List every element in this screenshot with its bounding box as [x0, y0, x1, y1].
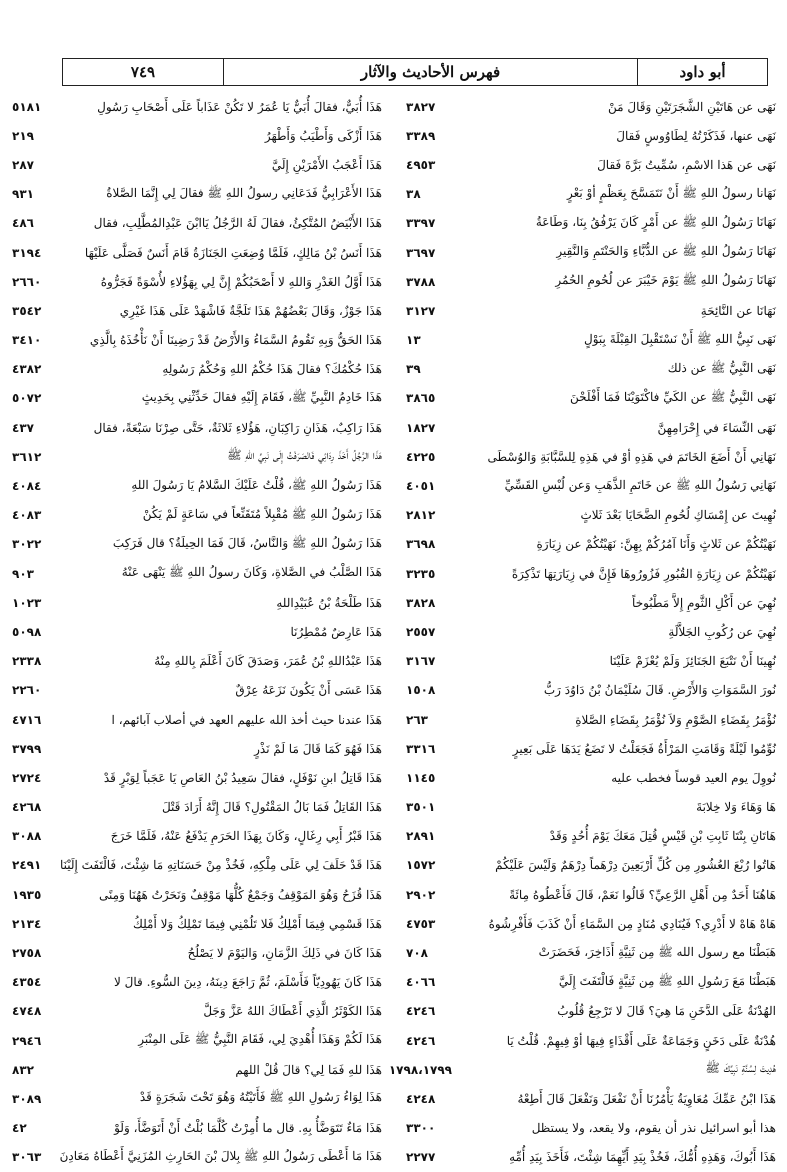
index-entry — [404, 209, 776, 238]
index-entry — [10, 1143, 382, 1172]
entry-text: هَا وَهَاءَ وَلا خِلابَةَ — [696, 800, 776, 815]
entry-text: هُدْنَةٌ عَلَى دَخَنٍ وَجَمَاعَةٌ عَلَى أَقْذَاءٍ فِيهَا أوْ فِيهِمْ. قُلْتُ يَا — [506, 1033, 776, 1048]
entry-text: هَذَا عَارِضٌ مُمْطِرُنَا — [290, 624, 382, 639]
page-header — [62, 58, 768, 86]
entry-number: ٤٣٧ — [12, 420, 34, 435]
entry-text: هَذَا الأَعْرَابِيُّ فَدَعَانِي رسولُ اللهِ ﷺ فقالَ لِي إِنَّمَا الصَّلاةُ — [106, 185, 382, 200]
entry-number: ٩٠٣ — [12, 566, 34, 581]
entry-text: هَذَا الصَّلْبُ في الصَّلاةِ، وَكَانَ رسولُ اللهِ ﷺ يَنْهَى عَنْهُ — [121, 565, 382, 580]
entry-number: ٣٢٣٥ — [406, 566, 436, 581]
entry-number: ١٨٢٧ — [406, 420, 436, 435]
index-entry — [10, 1055, 382, 1084]
entry-number: ٢٨١٢ — [406, 508, 436, 523]
left-column — [10, 92, 382, 1165]
entry-text: هَذَا طَلْحَةُ بْنُ عُبَيْدِاللهِ — [276, 595, 382, 610]
index-entry — [10, 880, 382, 909]
entry-text: نُهِيَ عن أَكْلِ الثَّومِ إِلاَّ مَطْبُوخاً — [632, 595, 776, 610]
entry-text: هَذَا لِوَاءُ رَسُولِ اللهِ ﷺ فَأَتَيْتُهُ وَهُوَ تَحْتَ شَجَرَةٍ قَدْ — [139, 1090, 382, 1105]
index-entry — [404, 734, 776, 763]
entry-text: نُهِينَا أَنْ نَتْبَعَ الجَنَائِزَ وَلَمْ يُعْزَمْ عَلَيْنَا — [609, 654, 776, 669]
index-entry — [404, 121, 776, 150]
index-entry — [10, 296, 382, 325]
entry-text: نُووِلَ يوم العيد قوساً فخطب عليه — [611, 770, 776, 785]
index-entry — [10, 647, 382, 676]
index-entry — [404, 763, 776, 792]
entry-number: ٤٠٨٣ — [12, 508, 42, 523]
entry-number: ١٥٠٨ — [406, 683, 436, 698]
entry-number: ٢١٩ — [12, 128, 34, 143]
entry-text: نَهَى النَّبِيُّ ﷺ عن الكَيِّ فاكْتَوَيْنَا فَمَا أَفْلَحْنَ — [569, 389, 776, 404]
entry-number: ٣٦٩٧ — [406, 245, 436, 260]
entry-number: ٤٧٥٣ — [406, 916, 436, 931]
entry-number: ٥٠٩٨ — [12, 624, 42, 639]
entry-text: هُدِيتَ لِسُنَّةِ نَبِيِّكَ ﷺ — [705, 1061, 776, 1076]
entry-text: هَذَا كَانَ في ذَلِكَ الزَّمَانِ، وَاليَوْمَ لا يَصْلُحُ — [187, 946, 382, 961]
index-entry — [404, 997, 776, 1026]
entry-text: هَذَا رَسُولُ اللهِ ﷺ مُقْبِلاً مُتَقَنِّعاً في سَاعَةٍ لَمْ يَكُنْ — [142, 506, 382, 521]
entry-number: ٤٢٦٨ — [12, 800, 42, 815]
entry-number: ٢٧٥٨ — [12, 946, 42, 961]
entry-text: نَهَيْتُكُمْ عن ثَلاثٍ وَأَنَا آمُرُكُمْ بِهِنَّ: نَهَيْتُكُمْ عن زِيَارَةِ — [536, 537, 776, 552]
index-entry — [10, 1026, 382, 1055]
index-entry — [404, 880, 776, 909]
index-entry — [404, 413, 776, 442]
entry-number: ٤٢٤٦ — [406, 1033, 436, 1048]
entry-number: ٣٠٦٣ — [12, 1150, 42, 1165]
index-entry — [404, 92, 776, 121]
index-entry — [404, 267, 776, 296]
index-entry — [404, 1026, 776, 1055]
entry-number: ٨٣٢ — [12, 1062, 34, 1077]
index-entry — [404, 1143, 776, 1172]
book-name: أبو داود — [637, 59, 767, 85]
entry-text: نُوِّمُوا لَيْلَةً وَقَامَتِ المَرْأَةُ فَجَعَلْتُ لا تَضَعُ يَدَهَا عَلَى بَعِيرٍ — [512, 741, 776, 756]
entry-number: ٤٠٨٤ — [12, 479, 42, 494]
entry-text: هَذَا أَنَسُ بْنُ مَالِكٍ، فَلَمَّا وُضِعَتِ الجَنَازَةُ قَامَ أَنَسٌ فَصَلَّى عَلَيْهَا — [84, 245, 382, 260]
index-entry — [404, 968, 776, 997]
index-entry — [10, 822, 382, 851]
entry-number: ٣١٢٧ — [406, 303, 436, 318]
entry-number: ٢٩٠٢ — [406, 887, 436, 902]
entry-number: ٣٧٩٩ — [12, 741, 42, 756]
entry-text: هَذَا مَا أَعْطَى رَسُولُ اللهِ ﷺ بِلالَ بْنَ الحَارِثِ المُزَنِيَّ أَعْطَاهُ مَعَادِنَ — [59, 1148, 382, 1163]
entry-text: نَهَانِي رَسُولُ اللهِ ﷺ عن خَاتَمِ الذَّهَبِ وَعن لُبْسِ القَسِّيِّ — [504, 477, 776, 492]
entry-number: ٤٠٥١ — [406, 479, 436, 494]
entry-text: هَاهْ هَاهْ لا أَدْرِي؟ فَيُنَادِي مُنَادٍ مِن السَّمَاءِ أَنْ كَذَبَ فَأَفْرِشُوهُ — [488, 916, 776, 931]
index-entry — [10, 559, 382, 588]
entry-text: هَذَا الحَقُّ وَبِهِ تَقُومُ السَّمَاءُ وَالأَرْضُ قَدْ رَضِينَا أَنْ نَأْخُذَهُ بِالَّذِي — [89, 333, 382, 348]
entry-text: نَهَى عن هَاتَيْنِ الشَّجَرَتَيْنِ وَقَالَ مَنْ — [608, 99, 776, 114]
entry-text: الهُدْنَةُ عَلَى الدَّخَنِ مَا هِيَ؟ قَالَ لا تَرْجِعُ قُلُوبُ — [557, 1004, 776, 1019]
entry-text: هَذَا ابْنُ عَمِّكَ مُعَاوِيَةُ يَأْمُرُنَا أَنْ نَفْعَلَ وَنَفْعَلَ قَالَ أَطِعْهُ — [517, 1091, 776, 1106]
entry-text: هَاهُنَا أَحَدٌ مِن أَهْلِ الرَّعِيِّ؟ قَالُوا نَعَمْ، قَالَ فَأَعْطُوهُ مِائَةً — [509, 887, 776, 902]
index-entry — [10, 267, 382, 296]
entry-number: ٣٣٠٠ — [406, 1121, 436, 1136]
index-entry — [10, 734, 382, 763]
index-entry — [10, 1114, 382, 1143]
index-entry — [10, 938, 382, 967]
entry-text: هَذَا حُكْمُكَ؟ فقالَ هَذَا حُكْمُ اللهِ وَحُكْمُ رَسُولِهِ — [162, 362, 382, 377]
entry-number: ٣٣٨٩ — [406, 128, 436, 143]
entry-text: هَذَا القَاتِلُ فَمَا بَالُ المَقْتُولِ؟ قَالَ إِنَّهُ أَرَادَ قَتْلَ — [161, 800, 382, 815]
index-entry — [404, 676, 776, 705]
entry-text: هَذَا عَبْدُاللهِ بْنُ عُمَرَ، وَصَدَقَ كَانَ أَعْلَمَ بِاللهِ مِنْهُ — [154, 654, 382, 669]
index-entry — [10, 1084, 382, 1113]
entry-number: ٤٢٤٨ — [406, 1091, 436, 1106]
entry-number: ٣٦١٢ — [12, 449, 42, 464]
index-entry — [404, 647, 776, 676]
entry-number: ٢٣٣٨ — [12, 654, 42, 669]
entry-number: ٣٨٢٧ — [406, 99, 436, 114]
index-entry — [404, 617, 776, 646]
index-entry — [404, 471, 776, 500]
index-entry — [404, 150, 776, 179]
index-entry — [404, 355, 776, 384]
entry-number: ٤٢ — [12, 1121, 27, 1136]
entry-text: نَهَى عنها، فَذَكَرْتُهُ لِطَاوُوسٍ فَقالَ — [616, 128, 776, 143]
entry-text: هَذَا لَكُمْ وَهَذَا أُهْدِيَ لِي، فَقَامَ النَّبِيُّ ﷺ عَلَى المِنْبَرِ — [138, 1032, 382, 1047]
entry-number: ٤٣٨٢ — [12, 362, 42, 377]
entry-text: نُؤْمَرُ بِقَضَاءِ الصَّوْمِ وَلاَ نُؤْمَرُ بِقَضَاءِ الصَّلاةِ — [575, 712, 776, 727]
entry-text: هَذَا جَوْزٌ، وَقَالَ بَعْضُهُمْ هَذَا تَلَجَّةٌ فَاشْهَدْ عَلَى هَذَا غَيْرِي — [119, 303, 382, 318]
entry-number: ٥١٨١ — [12, 99, 42, 114]
entry-text: نَهَيْتُكُمْ عن زِيَارَةِ القُبُورِ فَزُورُوهَا فَإِنَّ في زِيَارَتِهَا تَذْكِرَةً — [511, 566, 776, 581]
entry-number: ١٠٢٣ — [12, 595, 42, 610]
entry-number: ٤٢٢٥ — [406, 449, 436, 464]
entry-text: نَهَانِي أَنْ أَضَعَ الخَاتَمَ في هَذِهِ أوْ في هَذِهِ لِلسَّبَّابَةِ وَالوُسْطَى — [487, 449, 776, 464]
entry-number: ٣٣١٦ — [406, 741, 436, 756]
index-entry — [10, 238, 382, 267]
entry-number: ٤٩٥٣ — [406, 157, 436, 172]
entry-text: نَهَى النِّسَاءَ في إِحْرَامِهِنَّ — [657, 420, 776, 435]
entry-number: ٢٢٧٧ — [406, 1150, 436, 1165]
entry-text: هَبَطْنَا مع رسول الله ﷺ مِن ثَنِيَّةِ أَذَاخِرَ، فَحَضَرَتْ — [538, 944, 776, 959]
entry-number: ٣٧٨٨ — [406, 274, 436, 289]
entry-number: ٢٩٤٦ — [12, 1033, 42, 1048]
entry-text: هَذَا الأَبْيَضُ المُتَّكِئُ، فقالَ لَهُ الرَّجُلُ يَاابْنَ عَبْدِالمُطَّلِبِ، فقال — [93, 216, 382, 231]
index-entry — [404, 296, 776, 325]
index-entry — [10, 209, 382, 238]
entry-number: ٤٨٦ — [12, 216, 34, 231]
page-title: فهرس الأحاديث والآثار — [223, 59, 637, 85]
index-entry — [404, 559, 776, 588]
index-entry — [10, 121, 382, 150]
entry-number: ٣٥٠١ — [406, 800, 436, 815]
index-entry — [10, 763, 382, 792]
entry-number: ٣٨ — [406, 187, 421, 202]
index-entry — [10, 413, 382, 442]
entry-text: هَذَا عَسَى أَنْ يَكُونَ نَزَعَهُ عِرْقٌ — [235, 683, 382, 698]
index-entry — [404, 793, 776, 822]
page-number: ٧٤٩ — [130, 63, 156, 81]
index-entry — [404, 442, 776, 471]
entry-text: هَذَا قُزَحُ وَهُوَ المَوْقِفُ وَجَمْعٌ كُلُّهَا مَوْقِفٌ وَنَحَرْتُ هَهُنَا وَمِنًى — [99, 887, 382, 902]
entry-text: هَذَا الكَوْثَرُ الَّذِي أَعْطَاكَ اللهُ عَزَّ وَجَلَّ — [203, 1004, 382, 1019]
entry-number: ٣٨٦٥ — [406, 391, 436, 406]
entry-number: ٣٤١٠ — [12, 333, 42, 348]
entry-number: ٢٦٦٠ — [12, 274, 42, 289]
entry-text: نُورَ السَّمَوَاتِ وَالأَرْضِ. قَالَ سُلَيْمَانُ بْنُ دَاوُدَ رَبُّ — [543, 683, 776, 698]
entry-text: هَذَا عندنا حيث أخذ الله عليهم العهد في أصلاب آبائهم، ا — [111, 712, 382, 727]
index-entry — [10, 150, 382, 179]
entry-text: هَذَا قَسْمِي فِيمَا أَمْلِكُ فَلا تَلُمْنِي فِيمَا تَمْلِكُ وَلا أَمْلِكُ — [132, 916, 382, 931]
entry-text: نَهَانَا رَسُولُ اللهِ ﷺ عن أَمْرٍ كَانَ يَرْفُقُ بِنَا، وَطَاعَةُ — [535, 214, 776, 229]
entry-text: هَذَا للهِ فَمَا لِي؟ قالَ قُلْ اللهم — [235, 1062, 382, 1077]
entry-number: ٢٦٣ — [406, 712, 428, 727]
entry-text: هَذَا قَبْرُ أَبِي رِغَالٍ، وَكَانَ بِهَذَا الحَرَمِ يَدْفَعُ عَنْهُ، فَلَمَّا خَرَجَ — [110, 829, 382, 844]
entry-text: هَذَا أَوَّلُ الغَدْرِ وَاللهِ لا أَصْحَبُكُمْ إِنَّ لِي بِهَؤُلاءِ لأُسْوَةً فَجَرُّوهُ — [100, 274, 382, 289]
entry-number: ٣٠٢٢ — [12, 537, 42, 552]
entry-number: ٤٧١٦ — [12, 712, 42, 727]
index-entry — [10, 851, 382, 880]
entry-number: ٣٥٤٢ — [12, 303, 42, 318]
entry-text: هَاتُوا رُبْعَ العُشُورِ مِن كُلِّ أَرْبَعِينَ دِرْهَماً دِرْهَمٌ وَلَيْسَ عَلَيْكُمْ — [495, 858, 776, 873]
entry-text: نُهِيتَ عن إِمْسَاكِ لُحُومِ الضَّحَايَا بَعْدَ ثَلاثٍ — [580, 508, 776, 523]
index-entry — [10, 705, 382, 734]
index-entry — [388, 1055, 776, 1084]
entry-text: هَذَا مَاءٌ تَتَوَضَّأُ بِهِ. قال ما أُمِرْتُ كُلَّمَا بُلْتُ أَنْ أَتَوَضَّأَ، وَلَوْ — [114, 1121, 382, 1136]
index-entry — [10, 793, 382, 822]
index-entry — [404, 938, 776, 967]
entry-text: هَذَا أَبُوكَ، وَهَذِهِ أُمُّكَ، فَخُذْ بِيَدِ أَيِّهِمَا شِئْتَ، فَأَخَذَ بِيَدِ أُمِّهِ — [509, 1150, 776, 1165]
entry-text: هَذَا أَعْجَبُ الأَمْرَيْنِ إِلَيَّ — [271, 157, 382, 172]
entry-number: ١٧٩٨،١٧٩٩ — [388, 1062, 452, 1077]
entry-number: ١٩٣٥ — [12, 887, 42, 902]
entry-number: ٩٣١ — [12, 187, 34, 202]
index-entry — [10, 471, 382, 500]
entry-number: ٢٥٥٧ — [406, 624, 436, 639]
entry-number: ٢٨٧ — [12, 157, 34, 172]
index-entry — [404, 238, 776, 267]
entry-text: نَهَانا رسولُ اللهِ ﷺ أَنْ نَتَمَسَّحَ بِعَظْمٍ أوْ بَعْرٍ — [566, 185, 776, 200]
index-entry — [404, 180, 776, 209]
entry-text: هَذَا أُبَيٌّ، فقالَ أُبَيٌّ يَا عُمَرُ لا تَكُنْ عَذَاباً عَلَى أَصْحَابِ رَسُولِ — [97, 99, 382, 114]
index-entry — [10, 909, 382, 938]
index-entry — [404, 822, 776, 851]
entry-text: نَهَانَا رَسُولُ اللهِ ﷺ يَوْمَ خَيْبَرَ عن لُحُومِ الحُمُرِ — [555, 273, 776, 288]
entry-text: هَذَا رَاكِبٌ، هَذَانِ رَاكِبَانِ، هَؤُلاءِ ثَلاثَةٌ، حَتَّى صِرْنَا سَبْعَةً، فقال — [93, 420, 382, 435]
index-entry — [10, 501, 382, 530]
entry-number: ٢٨٩١ — [406, 829, 436, 844]
entry-text: هَاتَانِ بِنْتَا ثَابِتِ بْنِ قَيْسٍ قُتِلَ مَعَكَ يَوْمَ أُحُدٍ وَقَدْ — [549, 829, 776, 844]
entry-text: هَذَا رَسُولُ اللهِ ﷺ وَالنَّاسُ، قَالَ فَمَا الحِيلَةُ؟ قال فَرَكِبَ — [112, 535, 382, 550]
entry-number: ٢٤٩١ — [12, 858, 42, 873]
entry-number: ٢٧٢٤ — [12, 770, 42, 785]
entry-number: ٤٣٥٤ — [12, 975, 42, 990]
entry-number: ٢١٣٤ — [12, 916, 42, 931]
entry-text: هَذَا كَانَ يَهُودِيّاً فَأَسْلَمَ، ثُمَّ رَاجَعَ دِينَهُ، دِينَ السُّوءِ. قالَ لا — [114, 975, 382, 990]
entry-text: نَهَى النَّبِيُّ ﷺ عن ذلك — [667, 360, 776, 375]
entry-number: ٥٠٧٢ — [12, 391, 42, 406]
entry-number: ١٥٧٢ — [406, 858, 436, 873]
entry-text: هذا أبو اسرائيل نذر أن يقوم، ولا يقعد، ولا يستظل — [531, 1121, 776, 1136]
entry-text: نَهَى نَبِيُّ اللهِ ﷺ أَنْ نَسْتَقْبِلَ القِبْلَةَ بِبَوْلٍ — [584, 331, 776, 346]
entry-number: ٤٢٤٦ — [406, 1004, 436, 1019]
index-entry — [10, 355, 382, 384]
index-entry — [10, 968, 382, 997]
index-entry — [10, 530, 382, 559]
entry-number: ١١٤٥ — [406, 770, 436, 785]
entry-text: هَذَا قَاتِلُ ابنِ نَوْفَلٍ، فقالَ سَعِيدُ بْنُ العَاصِ يَا عَجَباً لِوَبْرٍ قَدْ — [103, 770, 382, 785]
index-entry — [404, 326, 776, 355]
index-entry — [10, 676, 382, 705]
index-entry — [404, 501, 776, 530]
entry-number: ٣١٩٤ — [12, 245, 42, 260]
entry-text: نُهِيَ عن رُكُوبِ الجَلاَّلَةِ — [668, 624, 776, 639]
entry-number: ٣٠٨٨ — [12, 829, 42, 844]
entry-text: هَذَا قَدْ حَلَفَ لِي عَلَى مِلْكِهِ، فَخُذْ مِنْ حَسَنَاتِهِ مَا شِئْتَ، فَالْتَفَتَ إِلَيْنَا — [59, 858, 382, 873]
entry-text: نَهَانَا رَسُولُ اللهِ ﷺ عن الدُّبَّاءِ وَالحَنْتَمِ وَالنَّقِيرِ — [556, 244, 776, 259]
index-entry — [10, 92, 382, 121]
entry-number: ٤٧٤٨ — [12, 1004, 42, 1019]
index-entry — [404, 1114, 776, 1143]
index-entry — [404, 705, 776, 734]
index-entry — [10, 442, 382, 471]
entry-number: ٣٦٩٨ — [406, 537, 436, 552]
index-entry — [404, 1084, 776, 1113]
entry-text: هَذَا خَادِمُ النَّبِيِّ ﷺ، فَقَامَ إِلَيْهِ فقالَ حَدِّثْنِي بِحَدِيثٍ — [141, 389, 382, 404]
entry-number: ٣٠٨٩ — [12, 1091, 42, 1106]
index-entry — [10, 384, 382, 413]
entry-number: ٣٨٢٨ — [406, 595, 436, 610]
entry-text: هَذَا أَزْكَى وَأَطْيَبُ وَأَطْهَرُ — [264, 128, 382, 143]
index-entry — [404, 851, 776, 880]
entry-text: نَهَانَا عن النَّائِحَةِ — [700, 303, 776, 318]
entry-number: ٣١٦٧ — [406, 654, 436, 669]
index-entry — [10, 180, 382, 209]
entry-text: هَبَطْنَا مَعَ رَسُولِ اللهِ ﷺ مِن ثَنِيَّةٍ فَالْتَفَتَ إِلَيَّ — [558, 973, 776, 988]
entry-number: ٢٢٦٠ — [12, 683, 42, 698]
index-entry — [10, 326, 382, 355]
entry-number: ٤٠٦٦ — [406, 975, 436, 990]
entry-text: هَذَا فَهُوَ كَمَا قَالَ مَا لَمْ نَذْرٍ — [254, 741, 382, 756]
index-entry — [404, 588, 776, 617]
index-entry — [404, 384, 776, 413]
index-entry — [10, 617, 382, 646]
index-columns — [10, 92, 776, 1165]
right-column — [388, 92, 776, 1165]
index-entry — [10, 588, 382, 617]
entry-text: هَذَا رَسُولُ اللهِ ﷺ، قُلْتُ عَلَيْكَ السَّلامُ يَا رَسُولَ اللهِ — [131, 477, 382, 492]
entry-number: ٣٩ — [406, 362, 421, 377]
entry-number: ٣٣٩٧ — [406, 216, 436, 231]
index-entry — [404, 530, 776, 559]
entry-number: ٧٠٨ — [406, 946, 428, 961]
entry-number: ١٣ — [406, 333, 421, 348]
entry-text: هَذَا الرَّجُلُ أَخَذَ رِدَائِي فَانْصَرَفْتُ إِلَى نَبِيِّ اللهِ ﷺ — [227, 448, 382, 463]
entry-text: نَهَى عن هَذا الاسْمِ، سُمِّيتُ بَرَّةَ فَقالَ — [597, 157, 776, 172]
index-entry — [404, 909, 776, 938]
index-entry — [10, 997, 382, 1026]
